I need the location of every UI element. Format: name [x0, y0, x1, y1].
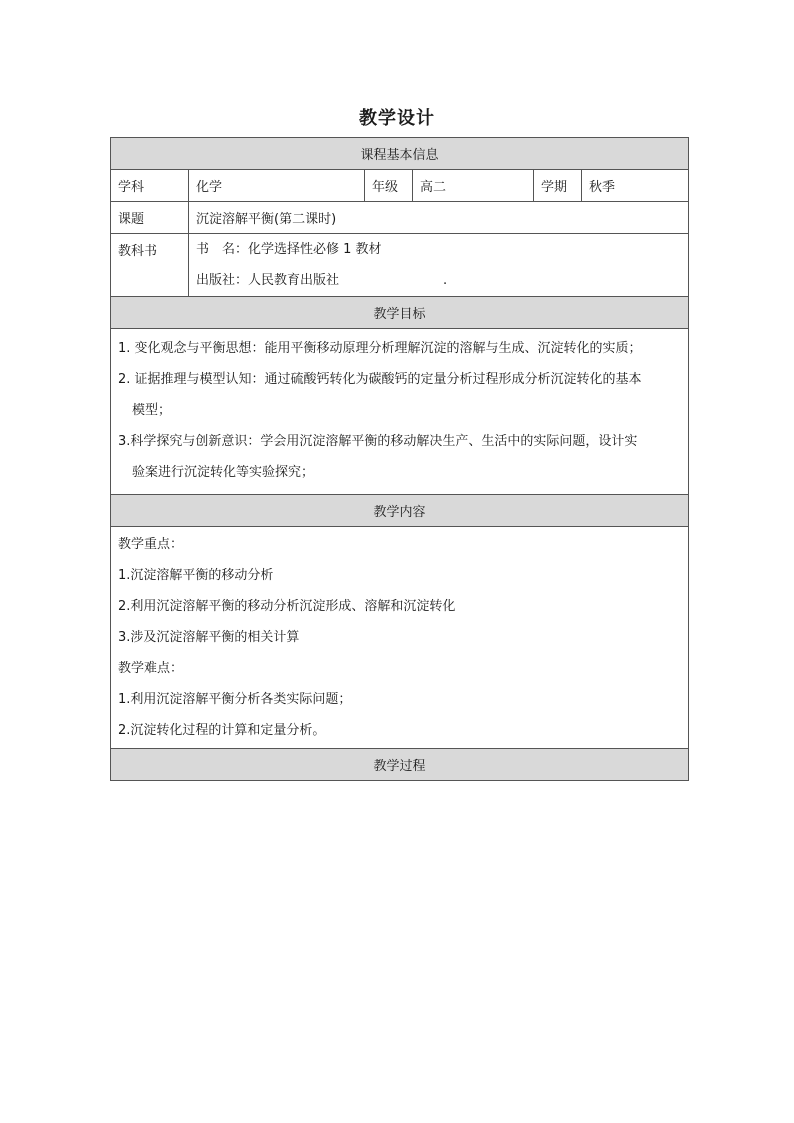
key-point-item: 3.涉及沉淀溶解平衡的相关计算: [118, 630, 300, 645]
subject-label: 学科: [111, 170, 189, 202]
key-point-item: 1.沉淀溶解平衡的移动分析: [118, 568, 274, 583]
subject-value: 化学: [189, 170, 365, 202]
textbook-info: [189, 234, 689, 297]
book-name: 书 名：化学选择性必修 1 教材: [196, 242, 382, 257]
term-label: 学期: [534, 170, 582, 202]
topic-value: 沉淀溶解平衡(第二课时): [189, 202, 689, 234]
lesson-plan-table: [110, 137, 689, 781]
publisher: 出版社：人民教育出版社: [196, 273, 340, 288]
difficulty-item: 2.沉淀转化过程的计算和定量分析。: [118, 723, 326, 738]
section-header-basic-info: 课程基本信息: [111, 138, 689, 170]
topic-label: 课题: [111, 202, 189, 234]
section-header-goals: 教学目标: [111, 297, 689, 329]
grade-label: 年级: [365, 170, 413, 202]
goal-item: 2. 证据推理与模型认知：通过硫酸钙转化为碳酸钙的定量分析过程形成分析沉淀转化的基本: [118, 372, 642, 387]
document-title: 教学设计: [359, 108, 435, 129]
goal-item: 3.科学探究与创新意识：学会用沉淀溶解平衡的移动解决生产、生活中的实际问题，设计实: [118, 434, 638, 449]
goal-item-continued: 验案进行沉淀转化等实验探究；: [132, 465, 315, 480]
textbook-label: 教科书: [111, 234, 189, 297]
difficulties-label: 教学难点：: [118, 661, 184, 676]
publisher-line: [196, 265, 681, 296]
section-header-content: 教学内容: [111, 495, 689, 527]
section-header-process: 教学过程: [111, 749, 689, 781]
goal-item-continued: 模型；: [132, 403, 172, 418]
key-point-item: 2.利用沉淀溶解平衡的移动分析沉淀形成、溶解和沉淀转化: [118, 599, 456, 614]
term-value: 秋季: [582, 170, 689, 202]
key-points-label: 教学重点：: [118, 537, 184, 552]
content-cell: [111, 527, 689, 749]
grade-value: 高二: [413, 170, 534, 202]
difficulty-item: 1.利用沉淀溶解平衡分析各类实际问题；: [118, 692, 352, 707]
goals-cell: [111, 329, 689, 495]
goal-item: 1. 变化观念与平衡思想：能用平衡移动原理分析理解沉淀的溶解与生成、沉淀转化的实质；: [118, 341, 642, 356]
publisher-dot: .: [443, 273, 448, 288]
